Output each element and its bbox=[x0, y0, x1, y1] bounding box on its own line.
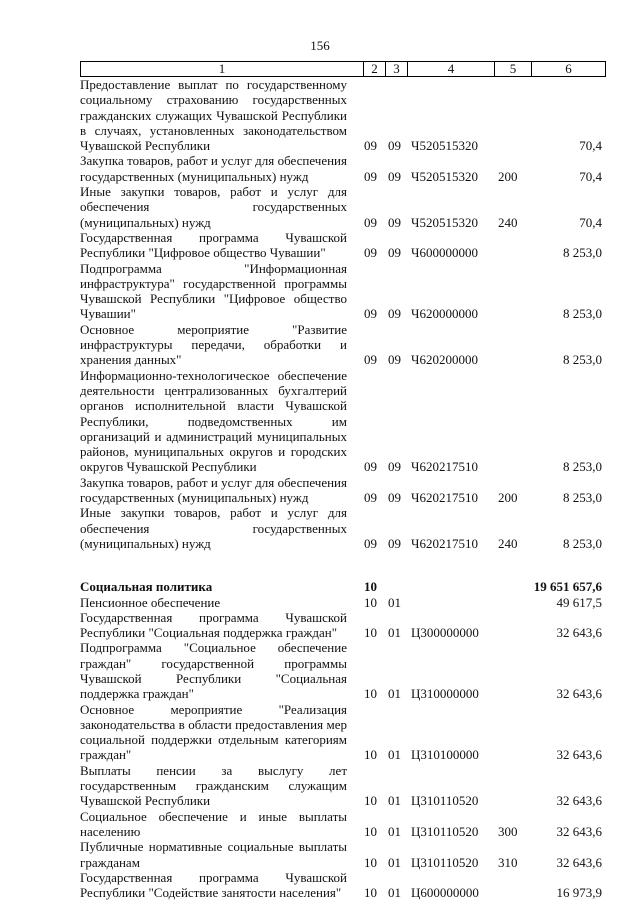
row-target-article: Ч620217510 bbox=[411, 490, 478, 506]
row-target-article: Ц310110520 bbox=[411, 823, 479, 839]
row-section-code: 09 bbox=[364, 535, 377, 551]
header-col-2: 2 bbox=[364, 62, 386, 77]
row-subsection-code: 01 bbox=[388, 594, 401, 610]
row-subsection-code: 01 bbox=[388, 885, 401, 901]
row-description: Предоставление выплат по государственному социальному страхованию государственных гражданских служащих Чувашской Республики в случаях, установленных законодательством Чувашской Республики bbox=[80, 77, 347, 154]
row-description: Информационно-технологическое обеспечение деятельности централизованных бухгалтерий органов исполнительной власти Чувашской Республики, подведомственных им организаций и администраций муниципальных районов, муниципальных округов и городских округов Чувашской Республики bbox=[80, 367, 347, 475]
row-section-code: 10 bbox=[364, 579, 377, 595]
row-section-code: 09 bbox=[364, 138, 377, 154]
row-target-article: Ч620200000 bbox=[411, 352, 478, 368]
row-target-article: Ч520515320 bbox=[411, 168, 478, 184]
row-description: Пенсионное обеспечение bbox=[80, 594, 221, 610]
row-target-article: Ч620000000 bbox=[411, 306, 478, 322]
table-row bbox=[80, 475, 606, 506]
table-row bbox=[80, 261, 606, 322]
row-description: Закупка товаров, работ и услуг для обеспечения государственных (муниципальных) нужд bbox=[80, 153, 347, 184]
table-row bbox=[80, 368, 606, 475]
table-row bbox=[80, 184, 606, 230]
row-section-code: 09 bbox=[364, 245, 377, 261]
row-amount: 70,4 bbox=[579, 168, 602, 184]
row-target-article: Ч620217510 bbox=[411, 535, 478, 551]
table-row bbox=[80, 870, 606, 901]
row-expense-type: 240 bbox=[498, 214, 518, 230]
table-row bbox=[80, 77, 606, 153]
table-row bbox=[80, 763, 606, 809]
row-section-code: 10 bbox=[364, 823, 377, 839]
row-amount: 32 643,6 bbox=[556, 747, 602, 763]
row-target-article: Ц600000000 bbox=[411, 885, 479, 901]
row-section-code: 10 bbox=[364, 793, 377, 809]
table-row bbox=[80, 322, 606, 368]
row-amount: 32 643,6 bbox=[556, 793, 602, 809]
row-subsection-code: 09 bbox=[388, 459, 401, 475]
row-subsection-code: 01 bbox=[388, 747, 401, 763]
row-description: Государственная программа Чувашской Республики "Социальная поддержка граждан" bbox=[80, 609, 347, 641]
table-row bbox=[80, 610, 606, 641]
row-amount: 8 253,0 bbox=[563, 490, 602, 506]
row-amount: 8 253,0 bbox=[563, 245, 602, 261]
header-col-6: 6 bbox=[532, 62, 606, 77]
row-target-article: Ч520515320 bbox=[411, 138, 478, 154]
row-amount: 8 253,0 bbox=[563, 459, 602, 475]
row-target-article: Ц310000000 bbox=[411, 686, 479, 702]
row-target-article: Ч600000000 bbox=[411, 245, 478, 261]
row-expense-type: 300 bbox=[498, 823, 518, 839]
row-subsection-code: 09 bbox=[388, 306, 401, 322]
row-subsection-code: 01 bbox=[388, 686, 401, 702]
row-subsection-code: 09 bbox=[388, 214, 401, 230]
row-amount: 49 617,5 bbox=[556, 594, 602, 610]
table-row bbox=[80, 640, 606, 701]
row-description: Подпрограмма "Социальное обеспечение граждан" государственной программы Чувашской Республики "Социальная поддержка граждан" bbox=[80, 640, 347, 702]
header-col-5: 5 bbox=[495, 62, 532, 77]
row-description: Основное мероприятие "Развитие инфраструктуры передачи, обработки и хранения данных" bbox=[80, 321, 347, 368]
table-row bbox=[80, 153, 606, 184]
row-amount: 32 643,6 bbox=[556, 854, 602, 870]
row-target-article: Ц310110520 bbox=[411, 854, 479, 870]
row-section-code: 10 bbox=[364, 625, 377, 641]
row-target-article: Ч620217510 bbox=[411, 459, 478, 475]
row-section-code: 09 bbox=[364, 490, 377, 506]
row-amount: 32 643,6 bbox=[556, 823, 602, 839]
row-description: Публичные нормативные социальные выплаты гражданам bbox=[80, 839, 347, 870]
row-subsection-code: 01 bbox=[388, 625, 401, 641]
row-subsection-code: 01 bbox=[388, 854, 401, 870]
row-subsection-code: 09 bbox=[388, 245, 401, 261]
row-description: Социальная политика bbox=[80, 579, 213, 595]
row-amount: 8 253,0 bbox=[563, 352, 602, 368]
row-section-code: 10 bbox=[364, 747, 377, 763]
row-expense-type: 200 bbox=[498, 168, 518, 184]
table-row bbox=[80, 505, 606, 551]
row-expense-type: 310 bbox=[498, 854, 518, 870]
row-description: Иные закупки товаров, работ и услуг для обеспечения государственных (муниципальных) нужд bbox=[80, 184, 347, 230]
row-amount: 19 651 657,6 bbox=[533, 579, 602, 595]
header-col-1: 1 bbox=[81, 62, 364, 77]
row-subsection-code: 09 bbox=[388, 535, 401, 551]
budget-table-body bbox=[80, 77, 606, 900]
row-expense-type: 200 bbox=[498, 490, 518, 506]
row-amount: 32 643,6 bbox=[556, 625, 602, 641]
row-description: Государственная программа Чувашской Республики "Содействие занятости населения" bbox=[80, 869, 347, 901]
row-section-code: 10 bbox=[364, 854, 377, 870]
row-section-code: 09 bbox=[364, 459, 377, 475]
row-description: Социальное обеспечение и иные выплаты населению bbox=[80, 808, 347, 839]
row-subsection-code: 09 bbox=[388, 138, 401, 154]
row-amount: 16 973,9 bbox=[556, 885, 602, 901]
table-row bbox=[80, 702, 606, 763]
row-section-code: 10 bbox=[364, 594, 377, 610]
row-amount: 8 253,0 bbox=[563, 535, 602, 551]
row-subsection-code: 09 bbox=[388, 352, 401, 368]
header-col-3: 3 bbox=[386, 62, 408, 77]
row-section-code: 09 bbox=[364, 306, 377, 322]
row-section-code: 09 bbox=[364, 214, 377, 230]
row-section-code: 09 bbox=[364, 352, 377, 368]
row-amount: 70,4 bbox=[579, 214, 602, 230]
row-expense-type: 240 bbox=[498, 535, 518, 551]
row-description: Подпрограмма "Информационная инфраструктура" государственной программы Чувашской Республики "Цифровое общество Чувашии" bbox=[80, 260, 347, 322]
table-row bbox=[80, 230, 606, 261]
page-number: 156 bbox=[310, 38, 330, 53]
row-description: Закупка товаров, работ и услуг для обеспечения государственных (муниципальных) нужд bbox=[80, 474, 347, 506]
row-section-code: 10 bbox=[364, 686, 377, 702]
row-amount: 8 253,0 bbox=[563, 306, 602, 322]
row-target-article: Ч520515320 bbox=[411, 214, 478, 230]
row-subsection-code: 01 bbox=[388, 793, 401, 809]
row-target-article: Ц310100000 bbox=[411, 747, 479, 763]
row-subsection-code: 01 bbox=[388, 823, 401, 839]
row-amount: 32 643,6 bbox=[556, 686, 602, 702]
table-row bbox=[80, 579, 606, 594]
table-row bbox=[80, 839, 606, 870]
row-section-code: 10 bbox=[364, 885, 377, 901]
row-description: Иные закупки товаров, работ и услуг для обеспечения государственных (муниципальных) нужд bbox=[80, 505, 347, 551]
row-target-article: Ц310110520 bbox=[411, 793, 479, 809]
column-header-row bbox=[80, 61, 606, 77]
row-description: Выплаты пенсии за выслугу лет государственным гражданским служащим Чувашской Республики bbox=[80, 762, 347, 809]
row-section-code: 09 bbox=[364, 168, 377, 184]
header-col-4: 4 bbox=[408, 62, 495, 77]
row-amount: 70,4 bbox=[579, 138, 602, 154]
row-subsection-code: 09 bbox=[388, 490, 401, 506]
table-row bbox=[80, 809, 606, 840]
row-description: Основное мероприятие "Реализация законодательства в области предоставления мер социальной поддержки отдельным категориям граждан" bbox=[80, 701, 347, 763]
row-description: Государственная программа Чувашской Республики "Цифровое общество Чувашии" bbox=[80, 229, 347, 261]
table-row bbox=[80, 595, 606, 610]
row-target-article: Ц300000000 bbox=[411, 625, 479, 641]
row-subsection-code: 09 bbox=[388, 168, 401, 184]
